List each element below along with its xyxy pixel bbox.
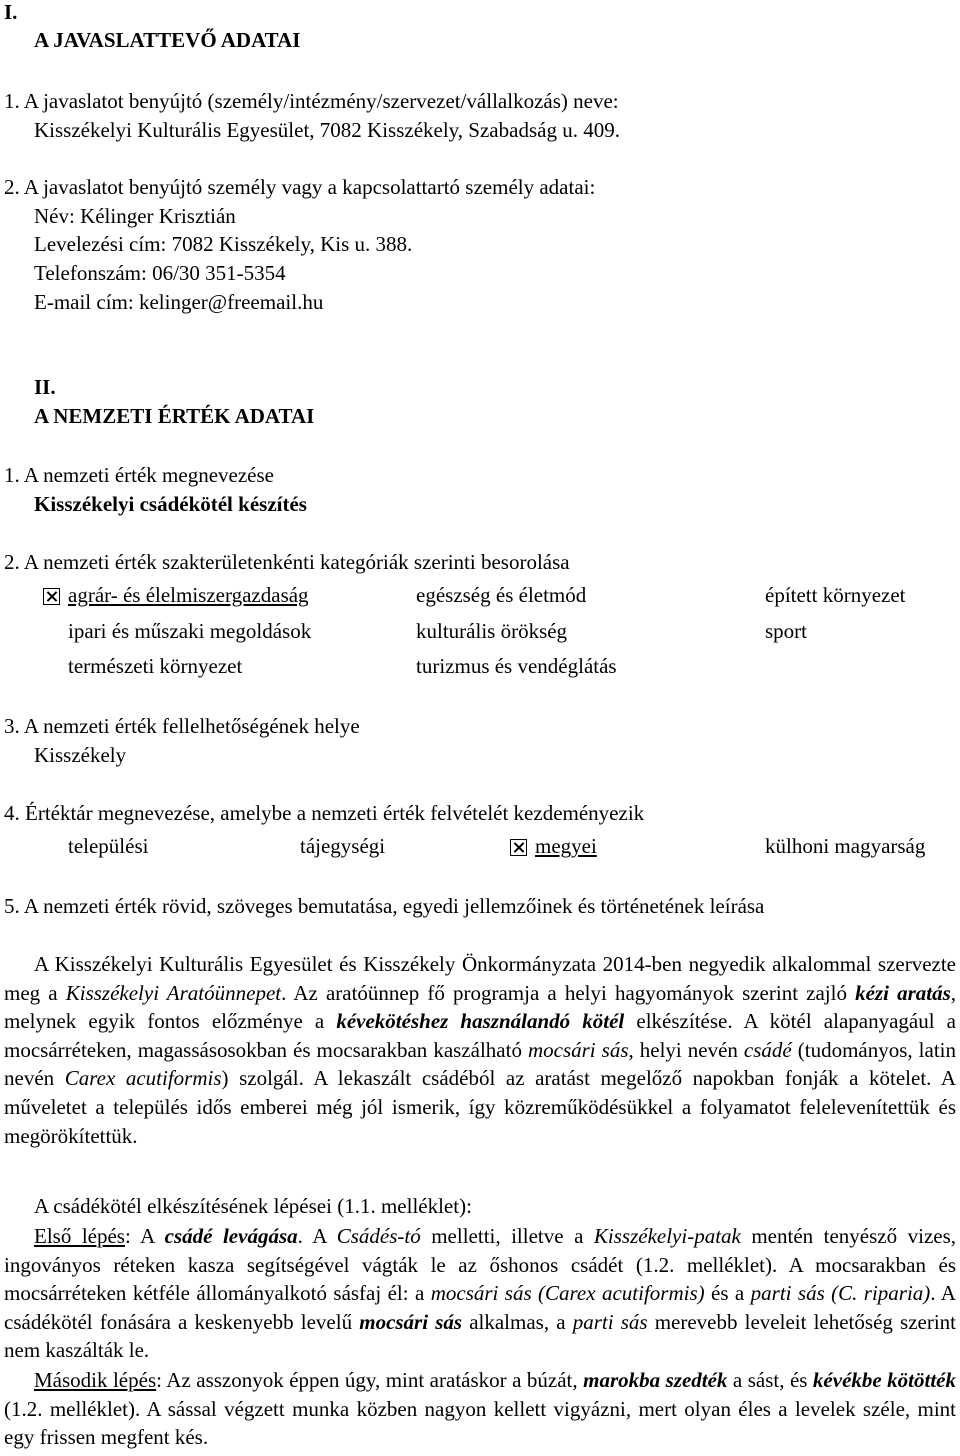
- question-5: 5. A nemzeti érték rövid, szöveges bemutatása, egyedi jellemzőinek és történetének leírása: [4, 894, 765, 918]
- step-text: merevebb leveleit lehetőség szerint nem kaszálták le.: [4, 1309, 957, 1363]
- desc-aratounnep: Kisszékelyi Aratóünnepet: [65, 980, 282, 1005]
- step-text-italic: mocsári sás (Carex acutiformis): [430, 1281, 705, 1306]
- desc-csade: csádé: [743, 1037, 792, 1062]
- desc-text: . Az aratóünnep fő programja a helyi hagyományok szerint zajló: [281, 980, 856, 1005]
- step-text-italic: Kisszékelyi-patak: [593, 1224, 741, 1248]
- step-text: . A csádékötél fonására a keskenyebb levelű: [4, 1281, 956, 1334]
- desc-text: (tudományos, latin nevén: [4, 1037, 957, 1091]
- step-text-italic: parti sás (C. riparia): [750, 1281, 931, 1306]
- category-agrar: agrár- és élelmiszergazdaság: [68, 583, 309, 607]
- desc-kezi-aratas: kézi aratás: [855, 980, 951, 1005]
- check-icon: [43, 584, 60, 608]
- answer-1: Kisszékelyi csádékötél készítés: [34, 492, 307, 516]
- question-4: 4. Értéktár megnevezése, amelybe a nemzeti érték felvételét kezdeményezik: [4, 801, 645, 825]
- category-turizmus: turizmus és vendéglátás: [416, 654, 617, 678]
- step-text-bold: mocsári sás: [359, 1309, 463, 1334]
- desc-kevekoteshez: kévekötéshez használandó kötél: [336, 1009, 625, 1034]
- desc-text: A Kisszékelyi Kulturális Egyesület és Kisszékely Önkormányzata 2014-ben negyedik alkalommal szervezte meg a: [4, 952, 956, 1005]
- category-termeszeti: természeti környezet: [68, 654, 243, 678]
- section-1-title: A JAVASLATTEVŐ ADATAI: [34, 28, 301, 52]
- step-text-italic: parti sás: [572, 1309, 648, 1334]
- question-3: 3. A nemzeti érték fellelhetőségének helye: [4, 714, 360, 738]
- step-2-label: Második lépés: [34, 1368, 157, 1392]
- desc-carex: Carex acutiformis: [64, 1066, 222, 1091]
- repo-telepulesi: települési: [68, 834, 149, 858]
- section-1-number: I.: [4, 0, 18, 24]
- step-2-paragraph: [4, 1366, 956, 1452]
- desc-text: ) szolgál. A lekaszált csádéból az aratást megelőző napokban fonják a kötelet. A műveletet a település idős emberei még jól ismerik, így közreműködésükkel a folyamatot felelevenítettük és megörökítettük.: [4, 1066, 956, 1148]
- checkbox-checked-icon: [510, 839, 527, 856]
- step-text-bold: kévékbe kötötték: [812, 1368, 957, 1392]
- item-1-value: Kisszékelyi Kulturális Egyesület, 7082 Kisszékely, Szabadság u. 409.: [34, 118, 620, 142]
- category-sport: sport: [765, 619, 807, 643]
- step-text: : A: [124, 1224, 165, 1248]
- desc-mocsari-sas: mocsári sás: [527, 1037, 629, 1062]
- step-text-bold: marokba szedték: [583, 1368, 728, 1392]
- step-text: és a: [704, 1281, 751, 1306]
- contact-email: E-mail cím: kelinger@freemail.hu: [34, 290, 324, 314]
- step-text: melletti, illetve a: [420, 1224, 594, 1248]
- step-text: : Az asszonyok éppen úgy, mint aratáskor a búzát,: [156, 1368, 584, 1392]
- category-egeszseg: egészség és életmód: [416, 583, 587, 607]
- step-1-label: Első lépés: [34, 1224, 125, 1248]
- category-ipari: ipari és műszaki megoldások: [68, 619, 312, 643]
- desc-text: , helyi nevén: [628, 1037, 744, 1062]
- step-1-title: csádé levágása: [164, 1224, 298, 1248]
- steps-title: A csádékötél elkészítésének lépései (1.1. melléklet):: [34, 1194, 472, 1218]
- repo-kulhoni: külhoni magyarság: [765, 834, 926, 858]
- step-text: a sást, és: [727, 1368, 813, 1392]
- category-epitett: épített környezet: [765, 583, 906, 607]
- repo-tajegysegi: tájegységi: [300, 834, 386, 858]
- check-icon-megyei: [510, 835, 527, 859]
- question-2: 2. A nemzeti érték szakterületenkénti kategóriák szerinti besorolása: [4, 550, 570, 574]
- desc-text: , melynek egyik fontos előzménye a: [4, 980, 956, 1034]
- section-2-number: II.: [34, 375, 56, 399]
- contact-phone: Telefonszám: 06/30 351-5354: [34, 261, 286, 285]
- step-text: (1.2. melléklet). A sással végzett munka közben nagyon kellett vigyázni, mert olyan éles a levelek széle, mint egy frissen megfent kés.: [4, 1396, 956, 1450]
- step-text: mentén tenyésző vizes, ingoványos réteken kasza segítségével vágták le az őshonos csádét (1.2. melléklet). A mocsarakban és mocsárréteken kétféle állományalkotó sásfaj él: a: [4, 1224, 957, 1306]
- checkbox-checked-icon: [43, 588, 60, 605]
- question-1: 1. A nemzeti érték megnevezése: [4, 463, 274, 487]
- repo-megyei: megyei: [535, 834, 597, 858]
- contact-address: Levelezési cím: 7082 Kisszékely, Kis u. 388.: [34, 232, 413, 256]
- step-1-paragraph: [4, 1222, 956, 1365]
- step-text: . A: [297, 1224, 337, 1248]
- step-text: alkalmas, a: [462, 1309, 573, 1334]
- category-kulturalis: kulturális örökség: [416, 619, 568, 643]
- description-paragraph: [4, 950, 956, 1150]
- step-text-italic: Csádés-tó: [336, 1224, 421, 1248]
- desc-text: elkészítése. A kötél alapanyagául a mocsárréteken, magassásosokban és mocsarakban kaszálható: [4, 1009, 956, 1062]
- item-1-label: 1. A javaslatot benyújtó (személy/intézmény/szervezet/vállalkozás) neve:: [4, 89, 619, 113]
- answer-3: Kisszékely: [34, 743, 127, 767]
- item-2-label: 2. A javaslatot benyújtó személy vagy a kapcsolattartó személy adatai:: [4, 175, 596, 199]
- section-2-title: A NEMZETI ÉRTÉK ADATAI: [34, 404, 315, 428]
- contact-name: Név: Kélinger Krisztián: [34, 204, 236, 228]
